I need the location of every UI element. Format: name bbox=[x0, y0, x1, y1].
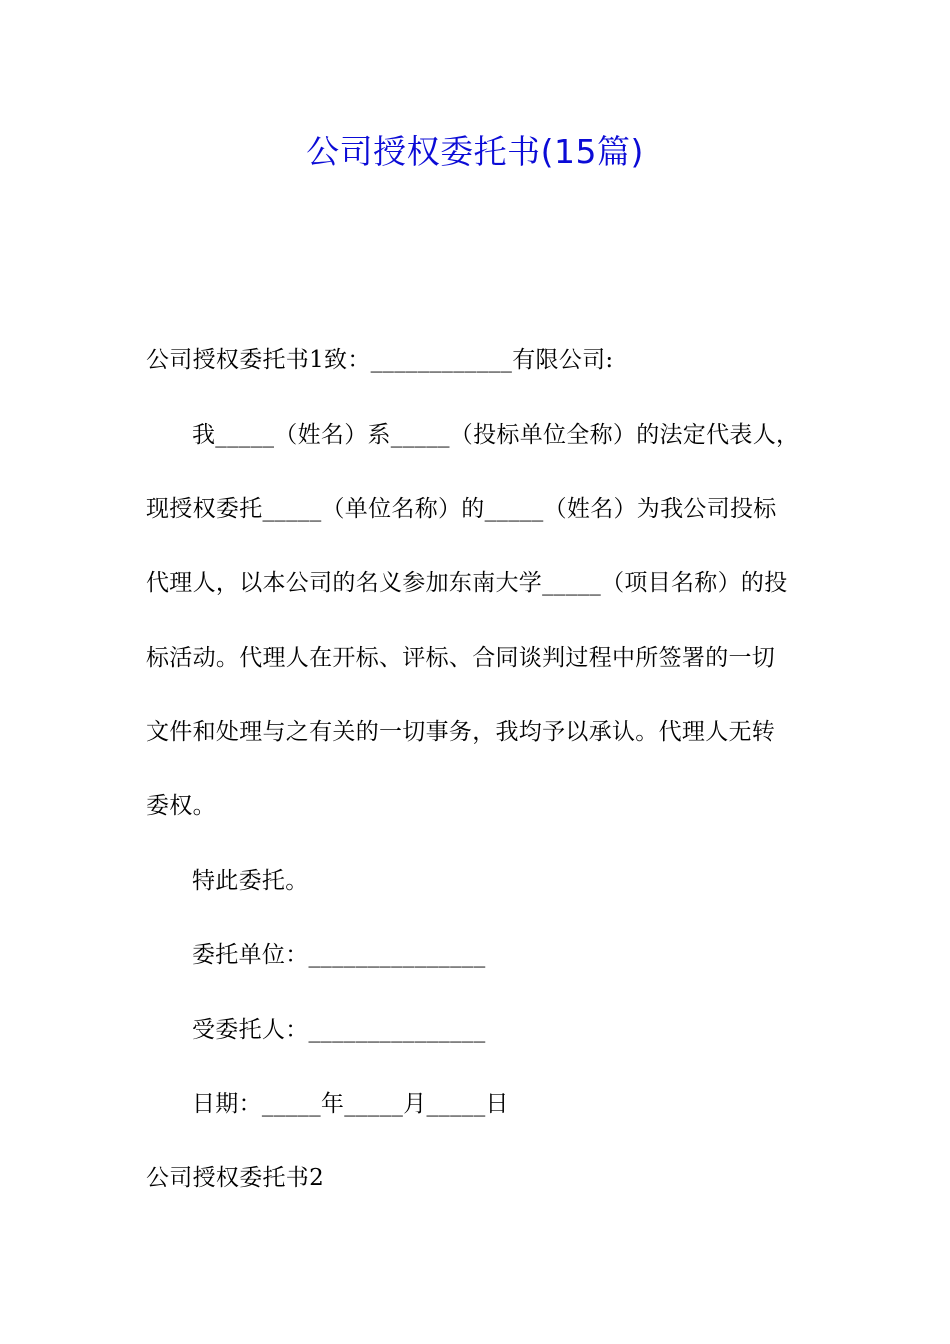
body-line-1: 我_____（姓名）系_____（投标单位全称）的法定代表人， bbox=[192, 422, 800, 448]
principal-unit-field: 委托单位：_______________ bbox=[192, 942, 486, 968]
body-line-6: 委权。 bbox=[146, 793, 216, 819]
document-title: 公司授权委托书(15篇) bbox=[306, 132, 644, 171]
body-line-3: 代理人，以本公司的名义参加东南大学_____（项目名称）的投 bbox=[146, 570, 788, 596]
body-line-4: 标活动。代理人在开标、评标、合同谈判过程中所签署的一切 bbox=[146, 645, 776, 671]
section2-heading: 公司授权委托书2 bbox=[146, 1165, 325, 1191]
agent-field: 受委托人：_______________ bbox=[192, 1017, 486, 1043]
date-field: 日期：_____年_____月_____日 bbox=[192, 1091, 509, 1117]
section1-heading: 公司授权委托书1致：____________有限公司: bbox=[146, 347, 614, 373]
body-line-5: 文件和处理与之有关的一切事务，我均予以承认。代理人无转 bbox=[146, 719, 776, 745]
closing-text: 特此委托。 bbox=[192, 868, 309, 894]
body-line-2: 现授权委托_____（单位名称）的_____（姓名）为我公司投标 bbox=[146, 496, 777, 522]
